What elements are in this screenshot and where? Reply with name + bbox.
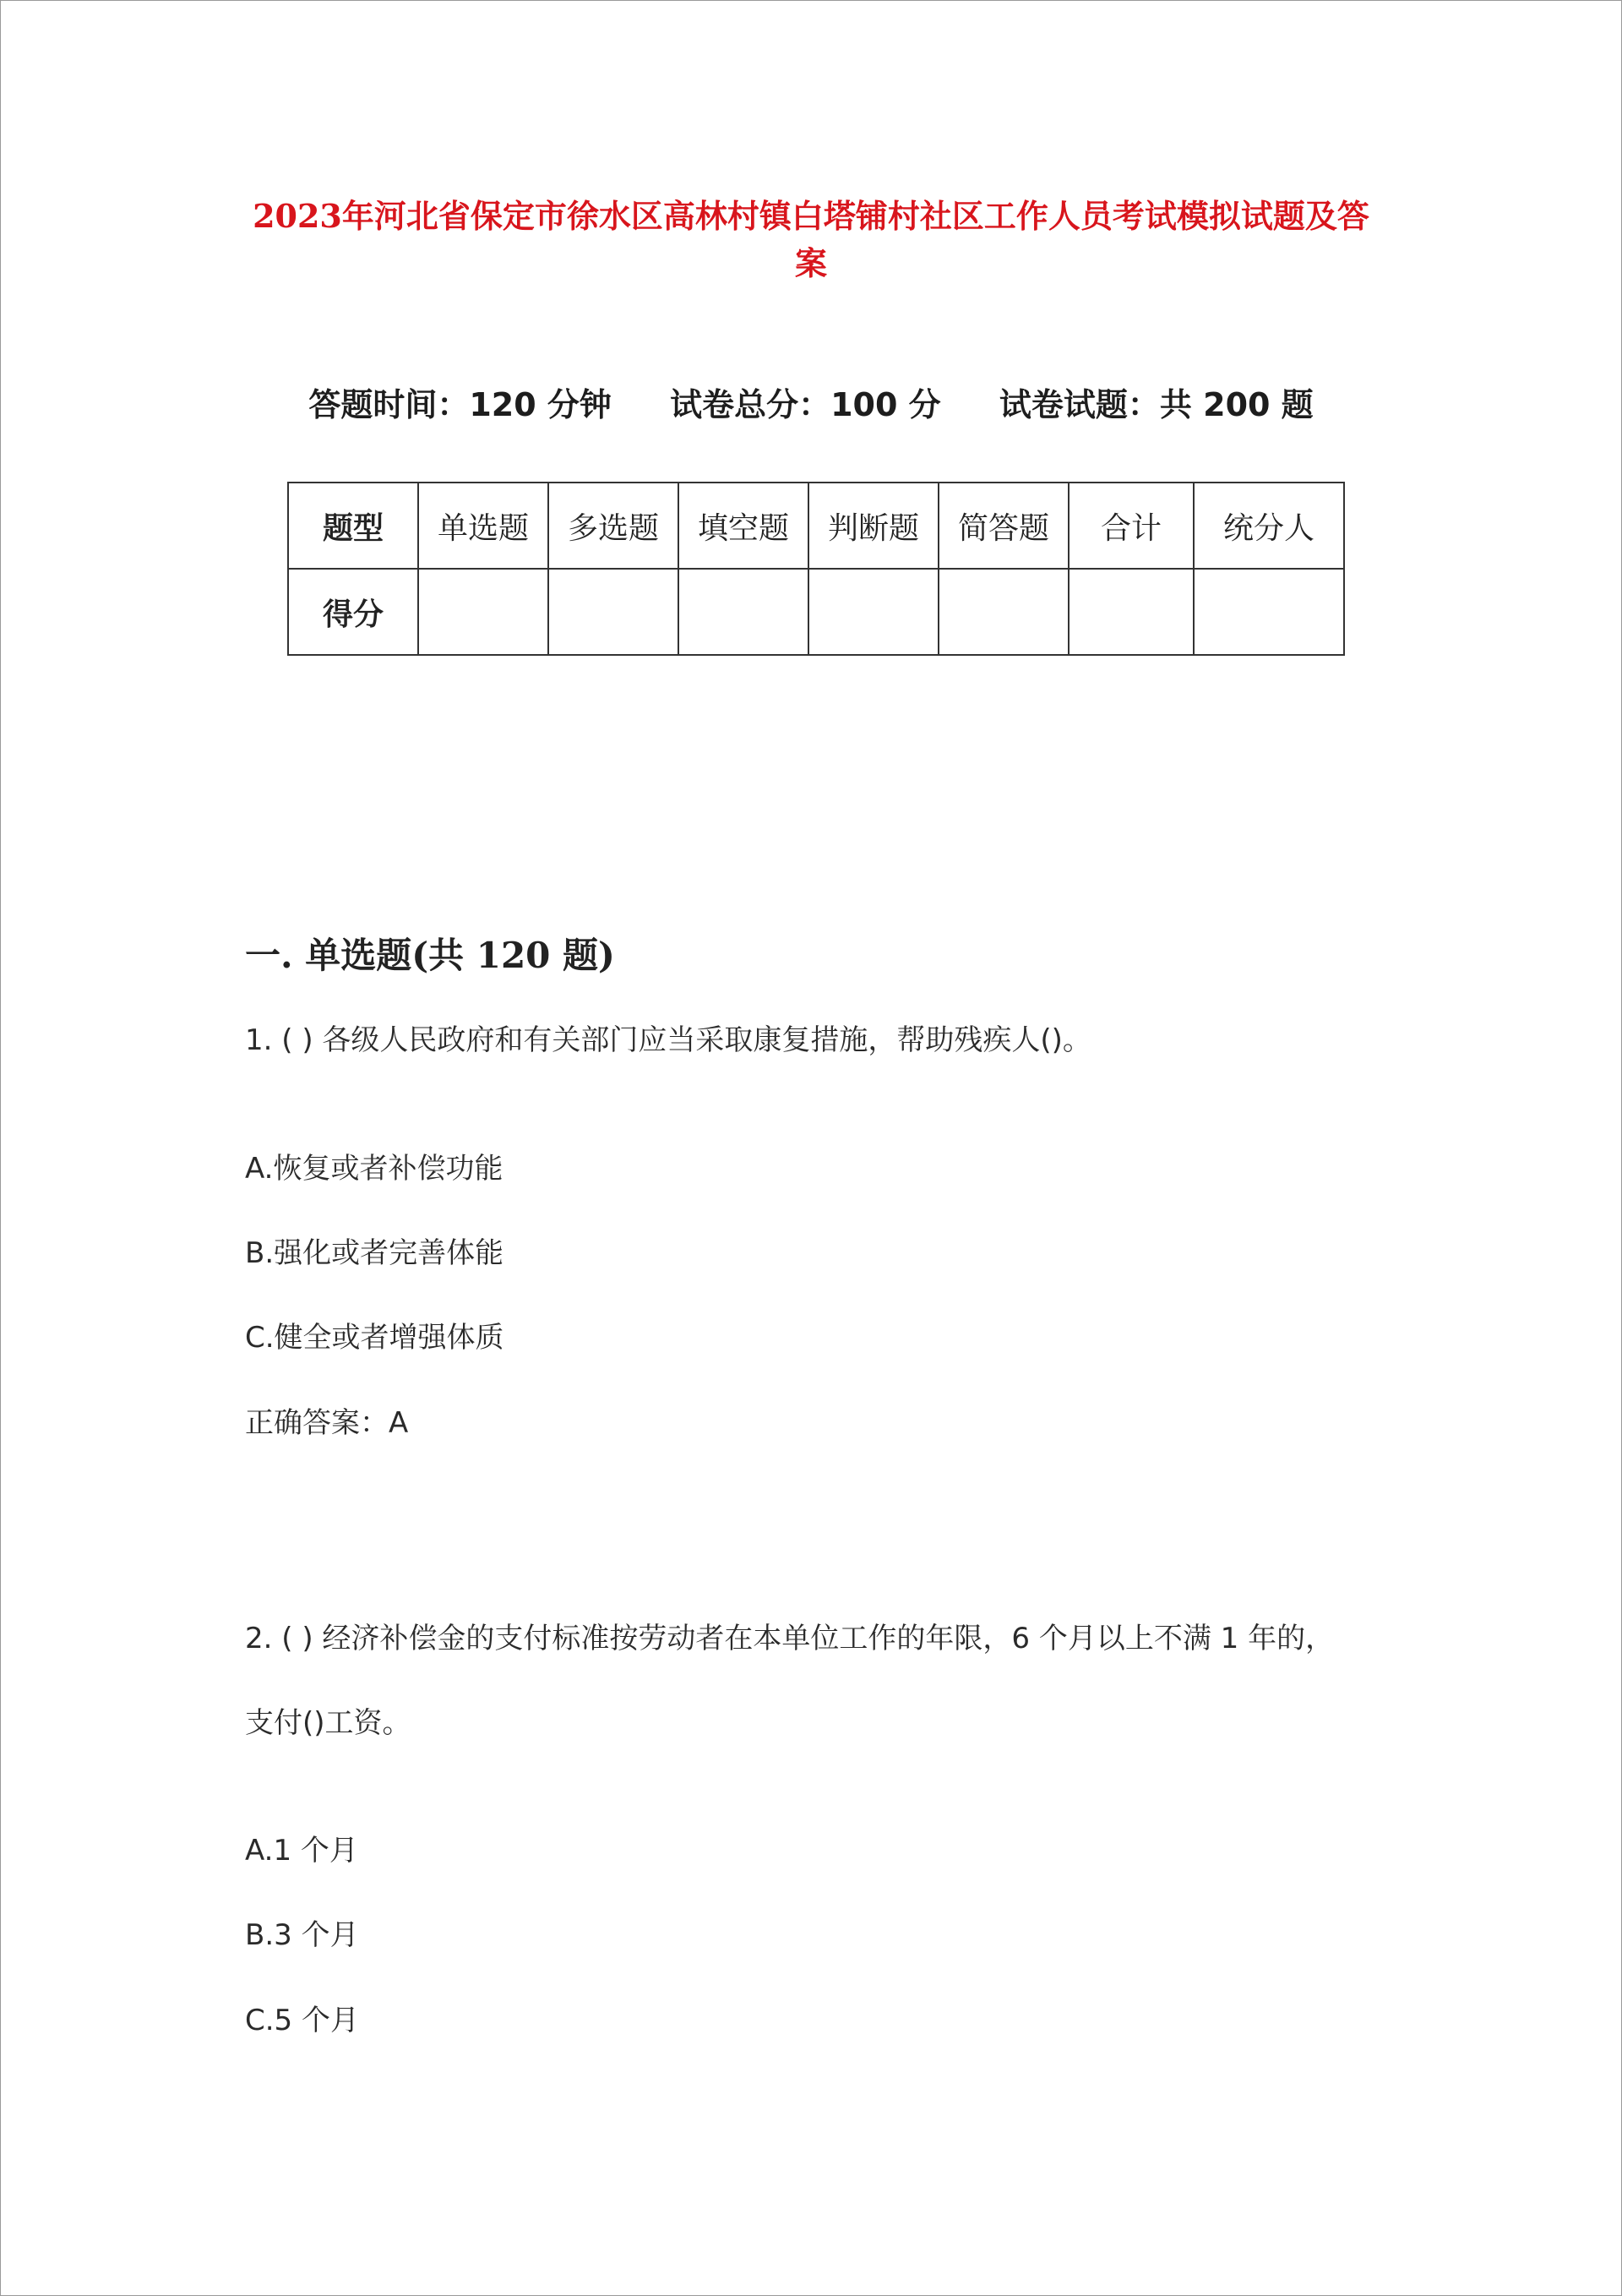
exam-question-count: 试卷试题：共 200 题 (999, 386, 1314, 423)
section-title: 一. 单选题(共 120 题) (245, 935, 615, 976)
question-2-option-b: B.3 个月 (245, 1918, 359, 1952)
score-table-header: 简答题 (939, 483, 1069, 569)
score-cell[interactable] (808, 569, 939, 655)
score-table-score-row (288, 569, 1344, 655)
score-table-header: 多选题 (548, 483, 678, 569)
document-title (237, 193, 1385, 287)
score-table-header-row (288, 483, 1344, 569)
question-1-option-a: A.恢复或者补偿功能 (245, 1152, 503, 1186)
score-cell[interactable] (939, 569, 1069, 655)
title-line-2: 案 (794, 244, 827, 282)
score-table-header: 填空题 (678, 483, 808, 569)
exam-meta (0, 379, 1622, 425)
score-cell[interactable] (678, 569, 808, 655)
question-1-option-c: C.健全或者增强体质 (245, 1321, 504, 1355)
question-1-option-b: B.强化或者完善体能 (245, 1236, 504, 1270)
score-table-header: 统分人 (1194, 483, 1344, 569)
score-table (287, 482, 1345, 656)
score-cell[interactable] (548, 569, 678, 655)
exam-time: 答题时间：120 分钟 (308, 386, 612, 423)
question-2-stem-line-1: 2. ( ) 经济补偿金的支付标准按劳动者在本单位工作的年限，6 个月以上不满 1 年的， (245, 1622, 1335, 1655)
score-table-header: 判断题 (808, 483, 939, 569)
score-row-label: 得分 (288, 569, 418, 655)
question-2-stem-line-2: 支付()工资。 (245, 1706, 411, 1740)
exam-total-score: 试卷总分：100 分 (670, 386, 941, 423)
title-line-1: 2023年河北省保定市徐水区高林村镇白塔铺村社区工作人员考试模拟试题及答 (253, 197, 1369, 235)
question-1-stem: 1. ( ) 各级人民政府和有关部门应当采取康复措施，帮助残疾人()。 (245, 1023, 1091, 1057)
score-table-header: 题型 (288, 483, 418, 569)
question-1-answer: 正确答案：A (245, 1406, 409, 1440)
score-cell[interactable] (1069, 569, 1194, 655)
question-2-option-a: A.1 个月 (245, 1834, 358, 1868)
score-cell[interactable] (1194, 569, 1344, 655)
score-cell[interactable] (418, 569, 548, 655)
score-table-header: 单选题 (418, 483, 548, 569)
score-table-header: 合计 (1069, 483, 1194, 569)
question-2-option-c: C.5 个月 (245, 2004, 359, 2037)
